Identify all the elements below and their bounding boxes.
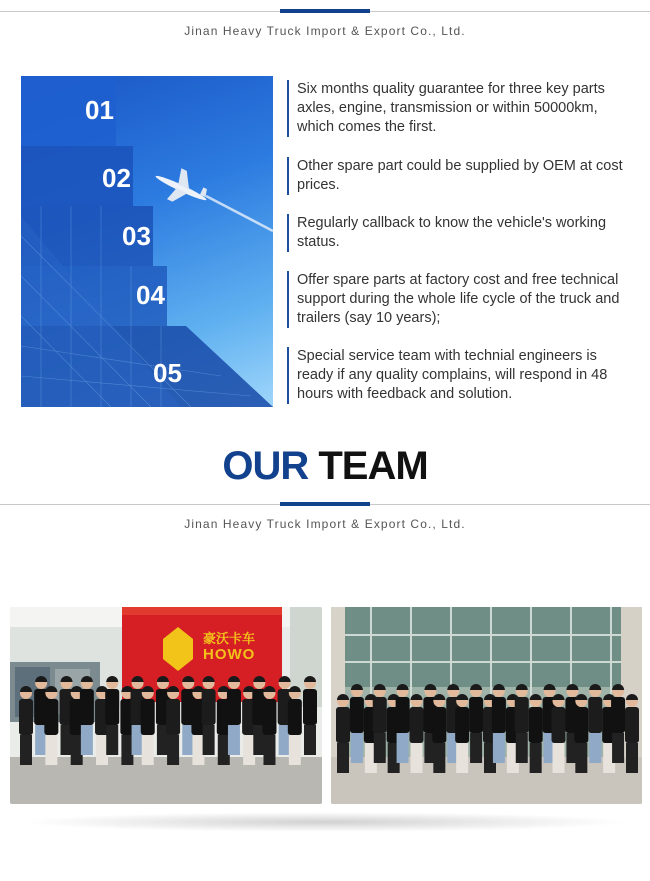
person-body [574, 707, 588, 743]
person-body [611, 697, 625, 733]
person-body [350, 697, 364, 733]
person-body [625, 707, 639, 743]
person-body [396, 697, 410, 733]
person-legs [575, 743, 587, 773]
person-body [19, 699, 33, 735]
service-number-4: 04 [136, 280, 165, 310]
team-divider-accent [280, 502, 370, 506]
service-number-5: 05 [153, 358, 182, 388]
person-legs [45, 735, 57, 765]
person-body [227, 689, 241, 725]
person-body [552, 707, 566, 743]
howo-sign-text [203, 631, 255, 663]
person-body [515, 697, 529, 733]
person-legs [493, 733, 505, 763]
person-legs [411, 743, 423, 773]
person-body [455, 707, 469, 743]
service-number-2: 02 [102, 163, 131, 193]
title-team: TEAM [318, 444, 428, 488]
service-point-1: Six months quality guarantee for three key parts axles, engine, transmission or within 50000km, which comes the first. [287, 80, 637, 137]
person-body [105, 689, 119, 725]
person-body [410, 707, 424, 743]
person-legs [263, 735, 275, 765]
service-point-2: Other spare part could be supplied by OEM at cost prices. [287, 157, 637, 195]
company-name-top: Jinan Heavy Truck Import & Export Co., Ltd. [184, 24, 466, 38]
sign-english: HOWO [203, 646, 256, 663]
service-number-1: 01 [85, 95, 114, 125]
person-body [44, 699, 58, 735]
service-point-3: Regularly callback to know the vehicle's working status. [287, 214, 637, 252]
person-legs [289, 735, 301, 765]
person-legs [228, 725, 240, 755]
photos-shadow [20, 812, 630, 832]
person-legs [337, 743, 349, 773]
person-legs [589, 733, 601, 763]
service-hero-image [21, 76, 273, 407]
person-body [202, 689, 216, 725]
person-body [469, 697, 483, 733]
person-legs [374, 733, 386, 763]
service-point-4: Offer spare parts at factory cost and free technical support during the whole life cycle of the truck and trailers (say 10 years); [287, 271, 637, 328]
team-office-picture [10, 607, 322, 804]
service-point-5: Special service team with technial engineers is ready if any quality complains, will respond in 48 hours with feedback and solution. [287, 347, 637, 404]
person-body [373, 697, 387, 733]
person-body [141, 699, 155, 735]
person-body [529, 707, 543, 743]
person-legs [530, 743, 542, 773]
sign-chinese: 豪沃卡车 [203, 631, 256, 646]
title-our: OUR [222, 444, 309, 488]
person-body [80, 689, 94, 725]
person-legs [433, 743, 445, 773]
person-body [288, 699, 302, 735]
service-number-3: 03 [122, 221, 151, 251]
person-legs [142, 735, 154, 765]
person-body [432, 707, 446, 743]
team-photo-office [10, 607, 322, 804]
person-legs [612, 733, 624, 763]
team-building-picture [331, 607, 642, 804]
section-title [0, 444, 650, 489]
person-body [588, 697, 602, 733]
person-legs [351, 733, 363, 763]
person-legs [516, 733, 528, 763]
person-body [336, 707, 350, 743]
person-legs [456, 743, 468, 773]
person-legs [304, 725, 316, 755]
person-legs [81, 725, 93, 755]
person-body [303, 689, 317, 725]
company-name-team: Jinan Heavy Truck Import & Export Co., Ltd. [184, 517, 466, 531]
person-legs [106, 725, 118, 755]
person-legs [167, 735, 179, 765]
person-legs [397, 733, 409, 763]
team-photo-building [331, 607, 642, 804]
person-body [166, 699, 180, 735]
person-legs [20, 735, 32, 765]
person-body [492, 697, 506, 733]
top-divider-accent [280, 9, 370, 13]
person-legs [553, 743, 565, 773]
person-legs [203, 725, 215, 755]
person-legs [470, 733, 482, 763]
person-legs [626, 743, 638, 773]
person-body [262, 699, 276, 735]
